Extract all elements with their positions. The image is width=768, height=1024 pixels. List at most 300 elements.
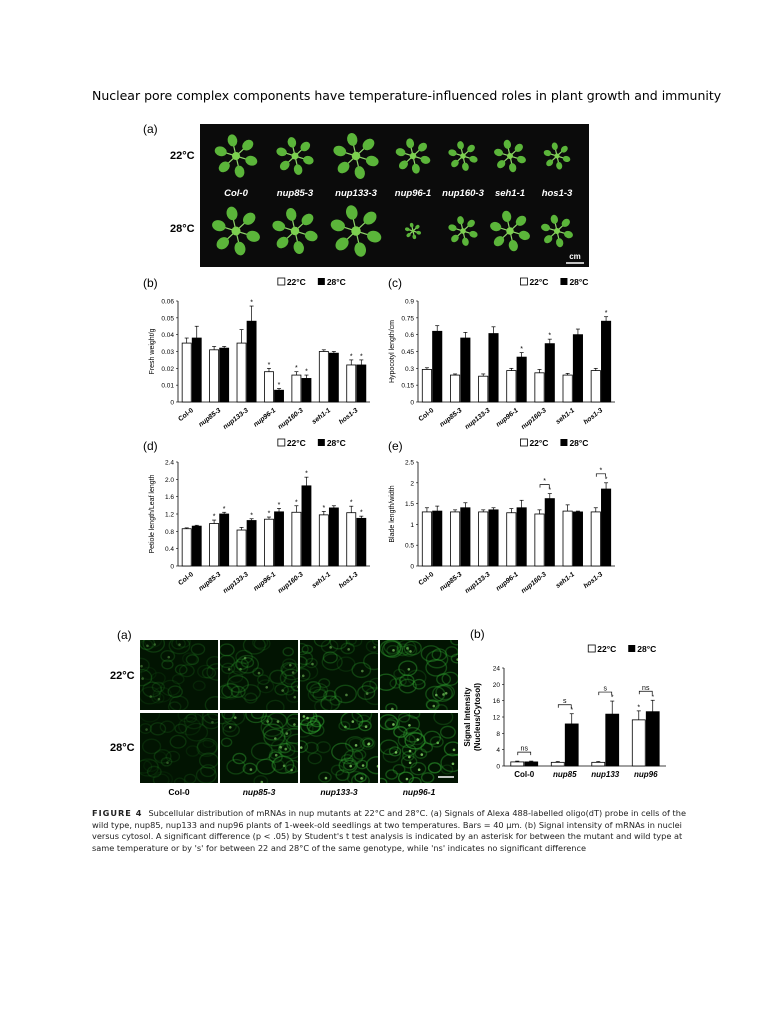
bracket-label: s (563, 698, 567, 706)
bar (511, 762, 524, 766)
significance-marker: * (570, 707, 574, 715)
fig4-row-label-22: 22°C (110, 670, 135, 682)
page-title: Nuclear pore complex components have temperature-influenced roles in plant growth and immunity (92, 88, 722, 103)
bar (489, 510, 498, 566)
bar (450, 512, 459, 566)
bar (247, 321, 256, 402)
bar (329, 353, 338, 402)
x-tick-label: nup133 (591, 770, 620, 779)
micrograph-nup133-3-22C (300, 640, 378, 710)
bar (275, 512, 284, 566)
bar (461, 508, 470, 566)
nucleus-signal (300, 746, 303, 749)
y-tick-label: 0.04 (161, 332, 174, 340)
rosette-28-nup85-3 (271, 207, 319, 255)
significance-marker: * (548, 487, 552, 495)
y-tick-label: 0.75 (401, 315, 414, 323)
nucleus-signal (166, 761, 169, 764)
micrograph-grid (140, 640, 460, 785)
nucleus-signal (158, 698, 161, 701)
y-tick-label: 20 (492, 681, 500, 689)
bar (319, 515, 328, 566)
genotype-label: nup133-3 (335, 188, 377, 199)
significance-marker: * (349, 499, 353, 507)
nucleus-signal (365, 725, 368, 728)
micrograph-svg (380, 713, 458, 783)
nucleus-signal (293, 723, 296, 726)
significance-marker: * (295, 365, 298, 373)
nucleus-signal (325, 777, 328, 780)
micrograph-nup133-3-28C (300, 713, 378, 783)
y-tick-label: 0 (496, 763, 500, 771)
bar (292, 375, 301, 402)
legend-label-22: 22°C (529, 438, 549, 448)
bar (182, 343, 191, 402)
x-tick-label: nup96 (633, 770, 658, 779)
fig3-row-label-22: 22°C (170, 150, 195, 162)
nucleus-signal (392, 723, 395, 726)
nucleus-signal (453, 749, 456, 752)
bar (545, 344, 554, 402)
significance-marker: * (250, 512, 253, 520)
rosette-photo-panel (200, 124, 589, 267)
micrograph-genotype-label: nup96-1 (402, 787, 436, 797)
y-axis-label: Signal Intensity(Nucleus/Cytosol) (463, 682, 482, 752)
bar (479, 376, 488, 402)
bar (507, 371, 516, 402)
nucleus-signal (145, 728, 148, 731)
significance-marker: * (359, 353, 363, 361)
nucleus-signal (229, 726, 232, 729)
bar (182, 529, 191, 566)
x-tick-label: nup85-3 (438, 571, 464, 593)
nucleus-signal (392, 649, 395, 652)
legend-swatch-22 (588, 645, 595, 652)
micrograph-svg (140, 713, 218, 783)
nucleus-signal (408, 668, 411, 671)
x-tick-label: seh1-1 (310, 571, 333, 590)
bar (237, 530, 246, 566)
bar (517, 508, 526, 566)
legend-label-28: 28°C (569, 438, 589, 448)
micrograph-genotype-label: nup133-3 (320, 787, 358, 797)
y-tick-label: 0.03 (161, 349, 174, 356)
micrograph-genotype-label: nup85-3 (242, 787, 276, 797)
x-tick-label: nup133-3 (463, 407, 492, 431)
bracket-label: ns (520, 745, 528, 753)
x-tick-label: hos1-3 (582, 571, 605, 591)
bar (220, 514, 229, 566)
x-tick-label: nup96-1 (252, 571, 278, 593)
chart-svg-fig3c (385, 275, 625, 431)
y-tick-label: 12 (492, 714, 500, 722)
bar (461, 338, 470, 402)
y-axis-label: Blade length/width (389, 485, 396, 543)
y-tick-label: 4 (496, 747, 500, 755)
nucleus-signal (408, 756, 411, 759)
y-axis-label: Fresh weight/g (149, 328, 156, 375)
legend-label-22: 22°C (286, 438, 306, 448)
y-tick-label: 0.6 (404, 332, 414, 340)
y-tick-label: 0.3 (404, 365, 414, 373)
chart-fig3c (385, 275, 625, 431)
bar (347, 365, 356, 402)
y-tick-label: 0.02 (161, 365, 174, 373)
bar (422, 512, 431, 566)
x-tick-label: nup133-3 (463, 571, 492, 595)
bar (535, 373, 544, 402)
significance-marker: * (520, 346, 524, 354)
fig4-row-label-28: 28°C (110, 742, 135, 754)
significance-marker: * (277, 501, 281, 509)
bar (302, 378, 311, 402)
bar (422, 369, 431, 402)
legend-swatch-28 (560, 278, 567, 285)
rosette-28-nup160-3 (448, 215, 479, 246)
bar (247, 521, 256, 567)
y-tick-label: 8 (496, 730, 500, 738)
bar (220, 348, 229, 402)
nucleus-signal (281, 689, 284, 692)
scale-label: cm (569, 252, 581, 261)
x-tick-label: seh1-1 (554, 407, 577, 426)
micrograph-svg (300, 640, 378, 710)
significance-marker: * (322, 504, 326, 512)
x-tick-label: Col-0 (417, 571, 436, 588)
bar (592, 762, 605, 766)
nucleus-signal (250, 768, 253, 771)
chart-fig4b (462, 626, 677, 791)
y-tick-label: 16 (492, 698, 500, 706)
bar (565, 724, 578, 766)
nucleus-signal (435, 694, 438, 697)
nucleus-signal (228, 668, 231, 671)
significance-marker: * (610, 694, 614, 702)
chart-svg-fig4b (462, 626, 677, 786)
bar (591, 512, 600, 566)
bar (517, 357, 526, 402)
legend-label-22: 22°C (286, 277, 306, 287)
x-tick-label: nup133-3 (221, 571, 250, 595)
legend-label-28: 28°C (637, 644, 657, 654)
significance-marker: * (267, 510, 271, 518)
nucleus-signal (258, 672, 261, 675)
y-tick-label: 0.05 (161, 315, 174, 323)
y-tick-label: 0 (170, 563, 174, 571)
y-tick-label: 1.5 (404, 501, 414, 509)
y-tick-label: 0.4 (164, 546, 174, 554)
genotype-label: Col-0 (224, 188, 248, 199)
x-tick-label: hos1-3 (582, 407, 605, 427)
y-tick-label: 1 (410, 521, 414, 529)
bar (479, 512, 488, 566)
y-tick-label: 0 (410, 399, 414, 407)
x-tick-label: Col-0 (177, 407, 195, 424)
rosette-22-seh1-1 (493, 139, 527, 173)
x-tick-label: nup133-3 (221, 407, 250, 431)
x-tick-label: nup85-3 (197, 571, 223, 593)
legend-swatch-22 (278, 439, 285, 446)
nucleus-signal (293, 696, 296, 699)
nucleus-signal (290, 769, 293, 772)
significance-marker: * (305, 470, 308, 478)
micrograph-genotype-label: Col-0 (168, 787, 190, 797)
micrograph-nup96-1-22C (380, 640, 458, 710)
caption-label: FIGURE 4 (92, 808, 143, 818)
bar (563, 375, 572, 402)
x-tick-label: nup85-3 (197, 407, 223, 429)
nucleus-signal (408, 724, 411, 727)
bar (237, 343, 246, 402)
chart-fig3b (140, 275, 380, 431)
rosette-22-hos1-3 (543, 142, 571, 170)
genotype-label: hos1-3 (541, 188, 573, 199)
bar (601, 489, 610, 566)
bar (646, 712, 659, 766)
bar (433, 331, 442, 402)
bracket-label: * (543, 478, 547, 486)
nucleus-signal (167, 656, 170, 659)
y-axis-label: Petiole length/Leaf length (149, 474, 156, 554)
x-tick-label: nup96-1 (494, 407, 520, 429)
y-tick-label: 0.01 (161, 382, 174, 390)
bar (210, 524, 219, 566)
nucleus-signal (265, 686, 268, 689)
micrograph-svg (380, 640, 458, 710)
legend-swatch-28 (318, 278, 325, 285)
bar (275, 390, 284, 402)
legend-label-28: 28°C (326, 438, 346, 448)
significance-marker: * (267, 361, 271, 369)
chart-svg-fig3b (140, 275, 380, 431)
nucleus-signal (362, 764, 365, 767)
legend-swatch-22 (520, 278, 527, 285)
nucleus-signal (373, 646, 376, 649)
fig3-panel-a-letter: (a) (143, 122, 158, 136)
x-tick-label: nup85-3 (438, 407, 464, 429)
nucleus-signal (302, 674, 305, 677)
bar (264, 372, 273, 402)
nucleus-signal (360, 777, 363, 780)
panel-letter: (b) (470, 627, 485, 641)
nucleus-signal (355, 744, 358, 747)
bar (591, 371, 600, 402)
bar (545, 499, 554, 566)
nucleus-signal (416, 738, 419, 741)
rosette-22-nup133-3 (332, 132, 380, 180)
nucleus-signal (395, 751, 398, 754)
bracket-label: s (603, 685, 607, 693)
y-tick-label: 24 (492, 665, 500, 673)
significance-marker: * (637, 704, 641, 712)
caption-text: Subcellular distribution of mRNAs in nup mutants at 22°C and 28°C. (a) Signals of Alexa 488-labelled oligo(dT) probe in cells of the wild type, nup85, nup133 and nup96 plants of 1-week-old seedlings at two temperatures. Bars = 40 μm. (b) Signal intensity of mRNAs in nuclei versus cytosol. A significant difference (p < .05) by Student's t test analysis is indicated by an asterisk for between the mutant and wild type at same temperature or by 's' for between 22 and 28°C of the same genotype, while 'ns' indicates no significant difference (92, 808, 686, 853)
fig4-panel-a-letter: (a) (117, 628, 132, 642)
nucleus-signal (211, 721, 214, 724)
rosette-28-seh1-1 (489, 210, 531, 252)
nucleus-signal (409, 761, 412, 764)
bar (573, 335, 582, 402)
bar (264, 519, 273, 566)
nucleus-signal (347, 648, 350, 651)
x-tick-label: nup160-3 (276, 571, 305, 595)
nucleus-signal (140, 665, 143, 668)
nucleus-signal (303, 715, 306, 718)
nucleus-signal (275, 754, 278, 757)
bar (192, 338, 201, 402)
legend-label-28: 28°C (326, 277, 346, 287)
fig3-row-label-28: 28°C (170, 223, 195, 235)
x-tick-label: seh1-1 (310, 407, 333, 426)
bracket-label: * (599, 467, 603, 475)
significance-marker: * (604, 310, 608, 318)
figure-caption (92, 808, 692, 854)
y-tick-label: 0.06 (161, 298, 174, 306)
legend-swatch-28 (628, 645, 635, 652)
x-tick-label: Col-0 (177, 571, 195, 588)
x-tick-label: Col-0 (514, 770, 535, 779)
significance-marker: * (359, 509, 363, 517)
bar (329, 508, 338, 566)
y-tick-label: 0.8 (164, 528, 174, 536)
bar (210, 350, 219, 402)
bar (357, 365, 366, 402)
micrograph-nup85-3-28C (220, 713, 298, 783)
y-tick-label: 0.5 (404, 542, 414, 550)
nucleus-signal (234, 716, 237, 719)
legend-label-22: 22°C (529, 277, 549, 287)
x-tick-label: nup96-1 (252, 407, 278, 429)
chart-fig3d (140, 438, 380, 593)
panel-letter: (b) (143, 276, 158, 290)
x-tick-label: nup160-3 (520, 571, 548, 595)
x-tick-label: Col-0 (417, 407, 436, 424)
bar (507, 513, 516, 566)
micrograph-Col-0-28C (140, 713, 218, 783)
significance-marker: * (212, 513, 216, 521)
rosette-22-Col-0 (213, 133, 258, 178)
nucleus-signal (178, 643, 181, 646)
y-tick-label: 2.0 (164, 476, 174, 484)
bar (601, 321, 610, 402)
nucleus-signal (289, 664, 292, 667)
nucleus-signal (409, 750, 412, 753)
x-tick-label: nup160-3 (276, 407, 305, 431)
nucleus-signal (244, 657, 247, 660)
bar (489, 334, 498, 402)
chart-svg-fig3d (140, 438, 380, 595)
bar (319, 352, 328, 403)
y-tick-label: 0 (410, 563, 414, 571)
significance-marker: * (295, 499, 298, 507)
x-tick-label: seh1-1 (554, 571, 577, 590)
bar (450, 375, 459, 402)
genotype-label: nup96-1 (394, 188, 432, 199)
bar (525, 762, 538, 766)
nucleus-signal (361, 670, 364, 673)
bar (433, 511, 442, 566)
nucleus-signal (146, 644, 149, 647)
rosette-28-hos1-3 (540, 214, 574, 248)
nucleus-signal (292, 671, 295, 674)
bar (632, 720, 645, 766)
x-tick-label: hos1-3 (337, 571, 360, 591)
rosette-photo (200, 124, 589, 267)
nucleus-signal (352, 720, 355, 723)
significance-marker: * (548, 332, 552, 340)
bar (535, 514, 544, 566)
panel-letter: (d) (143, 439, 158, 453)
nucleus-signal (452, 762, 455, 765)
micrograph-svg (220, 640, 298, 710)
nucleus-signal (420, 753, 423, 756)
rosette-28-nup96-1 (405, 223, 422, 240)
genotype-label: nup160-3 (442, 188, 484, 199)
rosette-22-nup85-3 (275, 136, 314, 176)
significance-marker: * (277, 382, 281, 390)
y-tick-label: 0.15 (401, 382, 414, 390)
bar (192, 526, 201, 566)
significance-marker: * (250, 299, 253, 307)
legend-swatch-28 (560, 439, 567, 446)
bar (357, 518, 366, 566)
bar (573, 512, 582, 566)
significance-marker: * (651, 693, 655, 701)
panel-letter: (e) (388, 439, 403, 453)
y-tick-label: 1.6 (164, 494, 174, 502)
bar (292, 512, 301, 566)
x-tick-label: nup96-1 (494, 571, 520, 593)
rosette-28-nup133-3 (329, 204, 382, 258)
rosette-28-Col-0 (211, 206, 262, 257)
nucleus-signal (306, 717, 309, 720)
nucleus-signal (432, 705, 435, 708)
legend-swatch-22 (278, 278, 285, 285)
x-tick-label: nup85 (552, 770, 577, 779)
micrograph-nup96-1-28C (380, 713, 458, 783)
nucleus-signal (279, 746, 282, 749)
significance-marker: * (305, 368, 308, 376)
legend-label-28: 28°C (569, 277, 589, 287)
y-tick-label: 0 (170, 399, 174, 407)
y-axis-label: Hypocotyl length/cm (389, 319, 396, 384)
chart-svg-fig3e (385, 438, 625, 595)
nucleus-signal (367, 743, 370, 746)
legend-swatch-22 (520, 439, 527, 446)
legend-label-22: 22°C (597, 644, 617, 654)
bracket-label: ns (642, 684, 650, 692)
bar (606, 714, 619, 766)
x-tick-label: nup160-3 (520, 407, 548, 431)
micrograph-svg (140, 640, 218, 710)
significance-marker: * (222, 505, 226, 513)
y-tick-label: 0.9 (404, 298, 414, 306)
y-tick-label: 2.4 (164, 459, 174, 467)
bar (551, 762, 564, 766)
bar (563, 511, 572, 566)
bar (347, 513, 356, 566)
chart-fig3e (385, 438, 625, 593)
nucleus-signal (409, 650, 412, 653)
rosette-22-nup96-1 (395, 138, 432, 175)
micrograph-Col-0-22C (140, 640, 218, 710)
bar (302, 486, 311, 566)
rosette-22-nup160-3 (448, 140, 479, 171)
significance-marker: * (349, 353, 353, 361)
y-tick-label: 2 (410, 480, 414, 488)
y-tick-label: 1.2 (164, 511, 174, 519)
y-tick-label: 0.45 (401, 349, 414, 356)
nucleus-signal (406, 778, 409, 781)
